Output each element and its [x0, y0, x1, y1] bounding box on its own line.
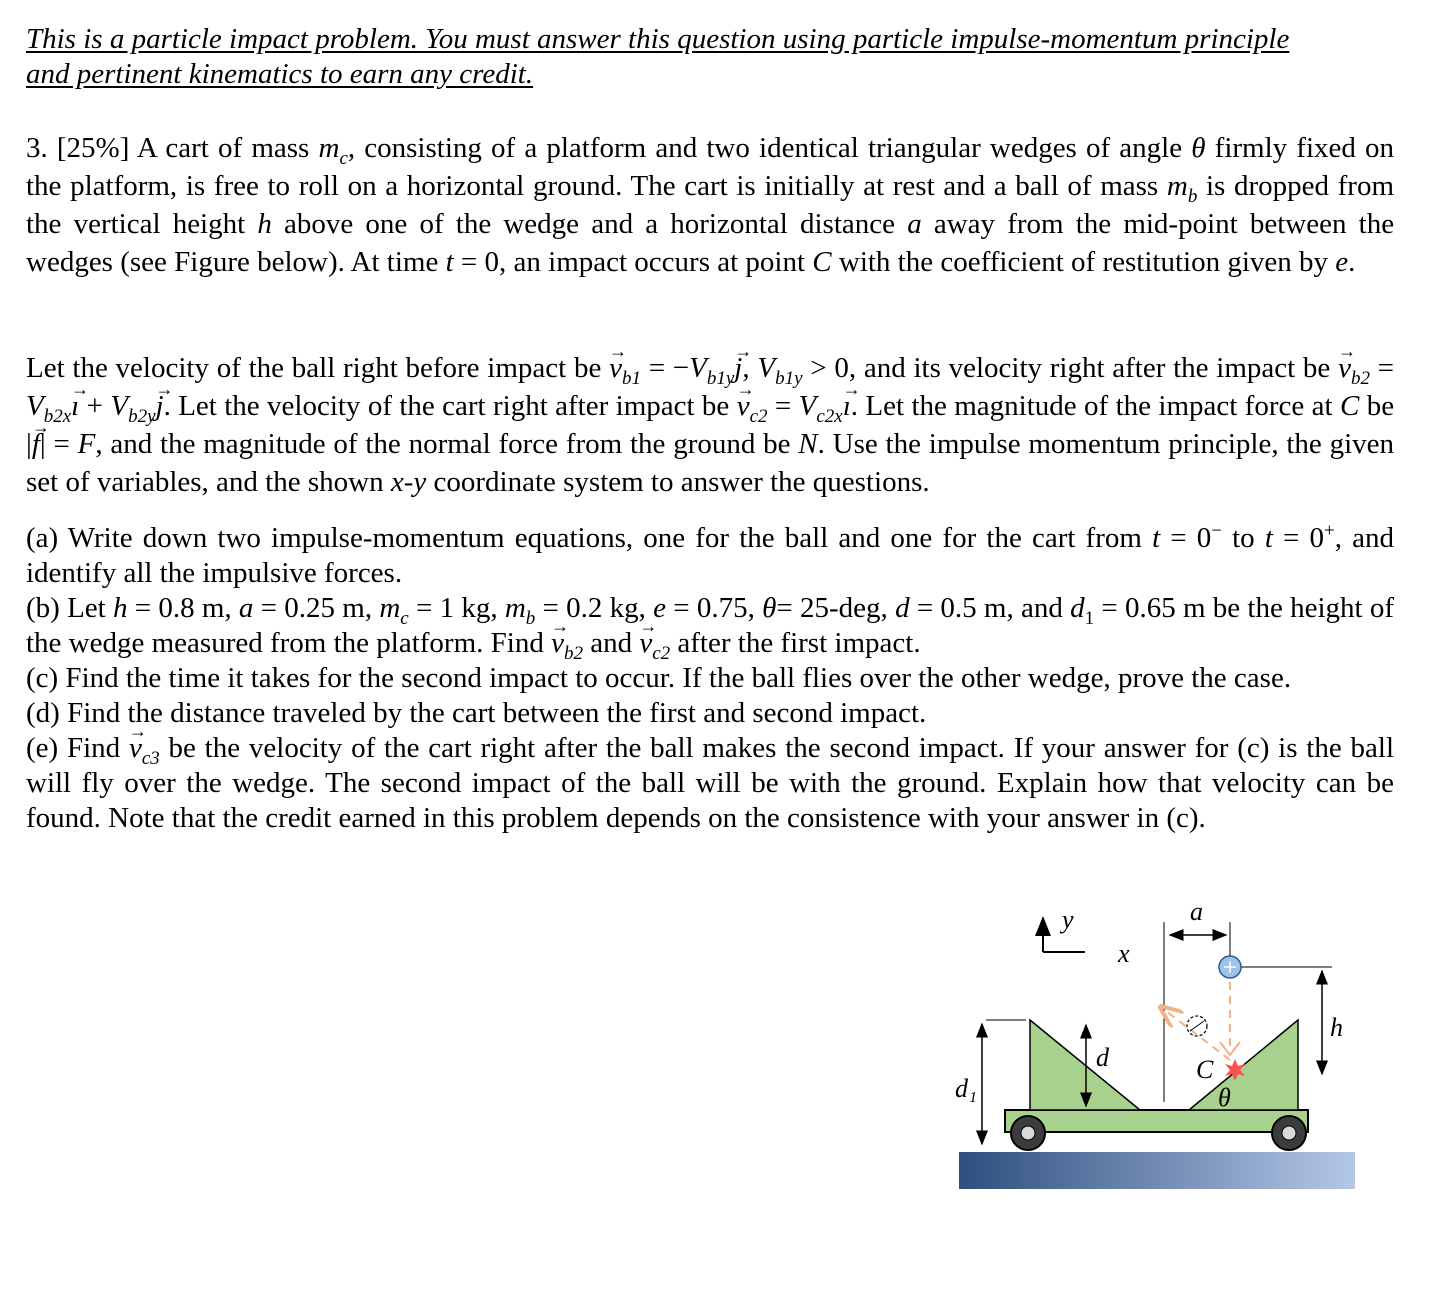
- problem-number: 3. [25%]: [26, 132, 130, 164]
- label-y: y: [1062, 905, 1074, 934]
- part-b: (b) Let h = 0.8 m, a = 0.25 m, $m_c = 1$ kg, $m_b = 0.2$ kg, e = 0.75, θ= 25-deg, d = 0.5 m, and $d_1 = 0.65$ m be the height of the wedge measured from the platform. Find → $v_{b2}$ and → $v_{c2}$ after the first impact.: [26, 591, 1394, 661]
- problem-statement: 3. [25%] A cart of mass $m_c$, consisting of a platform and two identical triangular wedges of angle θ firmly fixed on the platform, is free to roll on a horizontal ground. The cart is initially at rest and a ball of mass $m_b$ is dropped from the vertical height h above one of the wedge and a horizontal distance a away from the mid-point between the wedges (see Figure below). At time t = 0, an impact occurs at point C with the coefficient of restitution given by e.: [26, 132, 1395, 278]
- part-e: (e) Find → $v_{c3}$ be the velocity of the cart right after the ball makes the second impact. If your answer for (c) is the ball will fly over the wedge. The second impact of the ball will be with the ground. Explain how that velocity can be found. Note that the credit earned in this problem depends on the consistence with your answer in (c).: [26, 731, 1394, 836]
- label-d: d: [1096, 1043, 1109, 1072]
- ball: [1219, 956, 1241, 978]
- ghost-ball: [1187, 1016, 1207, 1036]
- right-wheel: [1272, 1116, 1306, 1150]
- label-theta: θ: [1218, 1083, 1231, 1112]
- label-h: h: [1330, 1013, 1343, 1042]
- left-wedge: [1030, 1020, 1140, 1110]
- instructions-line-2: and pertinent kinematics to earn any credit.: [26, 58, 534, 90]
- label-d1: d₁: [955, 1074, 978, 1103]
- setup-paragraph: Let the velocity of the ball right before impact be → $v_{b1} = -V_{b1y}\to j$, $V_{b1y} > 0$, and its velocity right after the impact be → $v_{b2} = V_{b2x}\to$ ı + $V_{b2y}\to j$. Let the velocity of the cart right after impact be → $v_{c2} = V_{c2x}\to$ ı. Let the magnitude of the impact force at C be |→ f| = F, and the magnitude of the normal force from the ground be N. Use the impulse momentum principle, the given set of variables, and the shown x-y coordinate system to answer the questions.: [26, 349, 1394, 501]
- instructions-line-1: This is a particle impact problem. You must answer this question using particle impulse-momentum principle: [26, 23, 1290, 55]
- cart-wedge-figure: [900, 890, 1370, 1195]
- question-parts: [26, 521, 1394, 836]
- label-C: C: [1196, 1055, 1214, 1084]
- label-x: x: [1118, 939, 1130, 968]
- ground: [959, 1152, 1355, 1189]
- left-wheel: [1011, 1116, 1045, 1150]
- instructions-note: [26, 22, 1406, 92]
- label-a: a: [1190, 897, 1203, 926]
- platform: [1005, 1110, 1308, 1132]
- part-c: (c) Find the time it takes for the second impact to occur. If the ball flies over the other wedge, prove the case.: [26, 662, 1292, 694]
- part-a: (a) Write down two impulse-momentum equations, one for the ball and one for the cart from t = 0− to t = 0+, and identify all the impulsive forces.: [26, 520, 1395, 589]
- part-d: (d) Find the distance traveled by the cart between the first and second impact.: [26, 697, 927, 729]
